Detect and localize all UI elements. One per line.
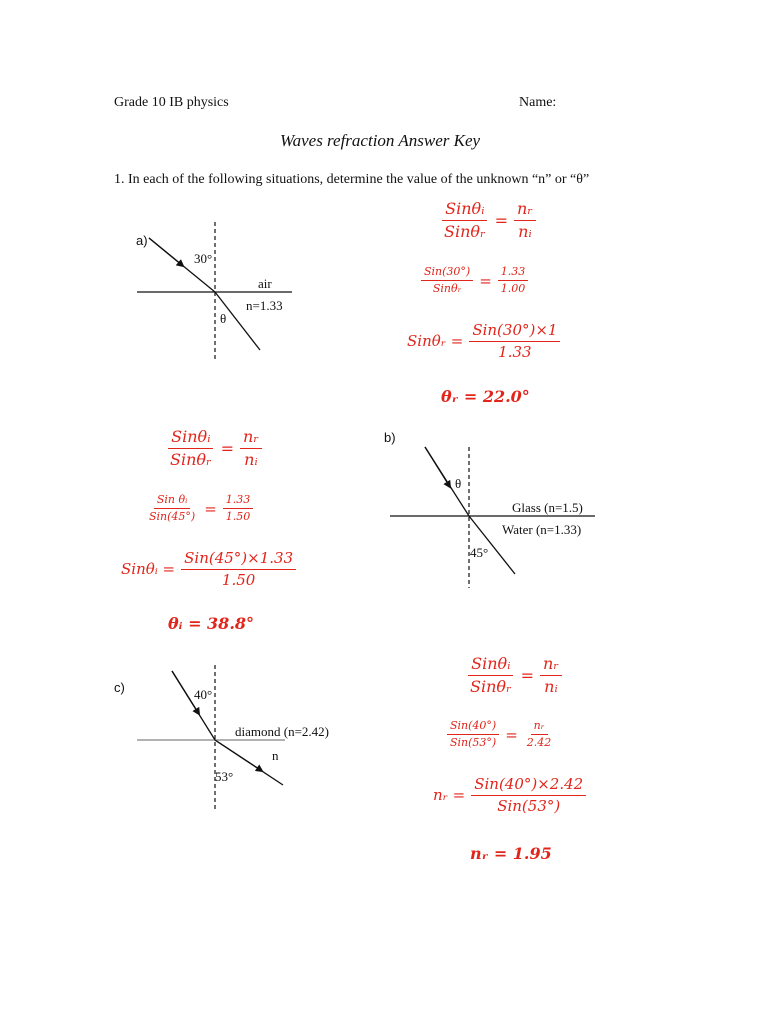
part-a-unknown: θ [220, 311, 227, 326]
diagram-b-lines [390, 447, 595, 588]
snell-num: Sinθᵢ [168, 428, 213, 449]
part-b-substitution: $\frac{\text{Sin θᵢ}}{\text{Sin(45°)}}$ = $\frac{1.33}{1.50}$ [146, 494, 253, 523]
snell-rnum: nᵣ [540, 655, 562, 676]
snell-rden: nᵢ [544, 676, 558, 696]
part-a-snell: $\frac{\text{Sinθᵢ}}{\text{Sinθᵣ}}$ = $\frac{\text{nᵣ}}{\text{nᵢ}}$ [441, 200, 536, 240]
part-b-solve [121, 550, 296, 588]
sub-num: Sin(40°) [447, 720, 499, 735]
part-a-medium: air [258, 276, 272, 291]
snell-num: Sinθᵢ [468, 655, 513, 676]
snell-rnum: nᵣ [514, 200, 536, 221]
page-title: Waves refraction Answer Key [280, 131, 481, 150]
snell-rnum: nᵣ [240, 428, 262, 449]
solve-den: 1.33 [498, 342, 532, 361]
sub-rden: 1.00 [500, 282, 526, 296]
part-c-angle-r: 53° [215, 769, 234, 784]
question-text: 1. In each of the following situations, determine the value of the unknown “n” or “θ” [114, 172, 590, 187]
sub-num: Sin(30°) [421, 266, 473, 281]
solve-num: Sin(45°)×1.33 [181, 550, 296, 570]
snell-num: Sinθᵢ [442, 200, 487, 221]
part-a-substitution: $\frac{\text{Sin(30°)}}{\text{Sinθᵣ}}$ = $\frac{1.33}{1.00}$ [421, 266, 528, 295]
sub-rnum: nᵣ [531, 720, 548, 735]
solve-lhs: Sinθᵢ = [121, 560, 176, 578]
solve-lhs: Sinθᵣ = [407, 332, 464, 350]
part-a-solve [407, 322, 560, 360]
part-c-label: c) [114, 680, 125, 695]
solve-num: Sin(30°)×1 [469, 322, 560, 342]
part-c-snell: $\frac{\text{Sinθᵢ}}{\text{Sinθᵣ}}$ = $\frac{\text{nᵣ}}{\text{nᵢ}}$ [467, 655, 562, 695]
part-b-snell: $\frac{\text{Sinθᵢ}}{\text{Sinθᵣ}}$ = $\frac{\text{nᵣ}}{\text{nᵢ}}$ [167, 428, 262, 468]
sub-den: Sin(53°) [450, 736, 497, 750]
part-b-medium1: Glass (n=1.5) [512, 500, 583, 515]
part-a-index: n=1.33 [246, 298, 283, 313]
part-c-answer: nᵣ = 1.95 [470, 844, 552, 863]
snell-rden: nᵢ [244, 449, 258, 469]
part-b-unknown: θ [455, 476, 462, 491]
part-c-solve [433, 776, 586, 814]
sub-den: Sin(45°) [149, 510, 196, 524]
sub-den: Sinθᵣ [432, 282, 462, 296]
part-c-medium: diamond (n=2.42) [235, 724, 329, 739]
part-a-label: a) [136, 233, 148, 248]
part-b-medium2: Water (n=1.33) [502, 522, 582, 537]
sub-rnum: 1.33 [223, 494, 254, 509]
solve-lhs: nᵣ = [433, 786, 466, 804]
diagram-a-lines [137, 222, 292, 362]
snell-den: Sinθᵣ [444, 221, 486, 241]
snell-den: Sinθᵣ [470, 676, 512, 696]
part-b-label: b) [384, 430, 396, 445]
part-b-answer: θᵢ = 38.8° [168, 614, 255, 633]
part-b-angle: 45° [470, 545, 489, 560]
solve-den: 1.50 [221, 570, 256, 589]
part-c-substitution: $\frac{\text{Sin(40°)}}{\text{Sin(53°)}}$ = $\frac{\text{nᵣ}}{2.42}$ [447, 720, 554, 749]
sub-rden: 2.42 [526, 736, 552, 750]
part-a-angle: 30° [194, 251, 213, 266]
part-c-unknown: n [272, 748, 279, 763]
snell-rden: nᵢ [518, 221, 532, 241]
sub-rden: 1.50 [225, 510, 251, 524]
course-label: Grade 10 IB physics [114, 95, 229, 110]
sub-rnum: 1.33 [498, 266, 529, 281]
solve-den: Sin(53°) [497, 796, 561, 815]
name-label: Name: [519, 95, 557, 110]
part-a-answer: θᵣ = 22.0° [441, 387, 530, 406]
part-c-angle-i: 40° [194, 687, 213, 702]
snell-den: Sinθᵣ [170, 449, 212, 469]
sub-num: Sin θᵢ [154, 494, 190, 509]
solve-num: Sin(40°)×2.42 [471, 776, 586, 796]
